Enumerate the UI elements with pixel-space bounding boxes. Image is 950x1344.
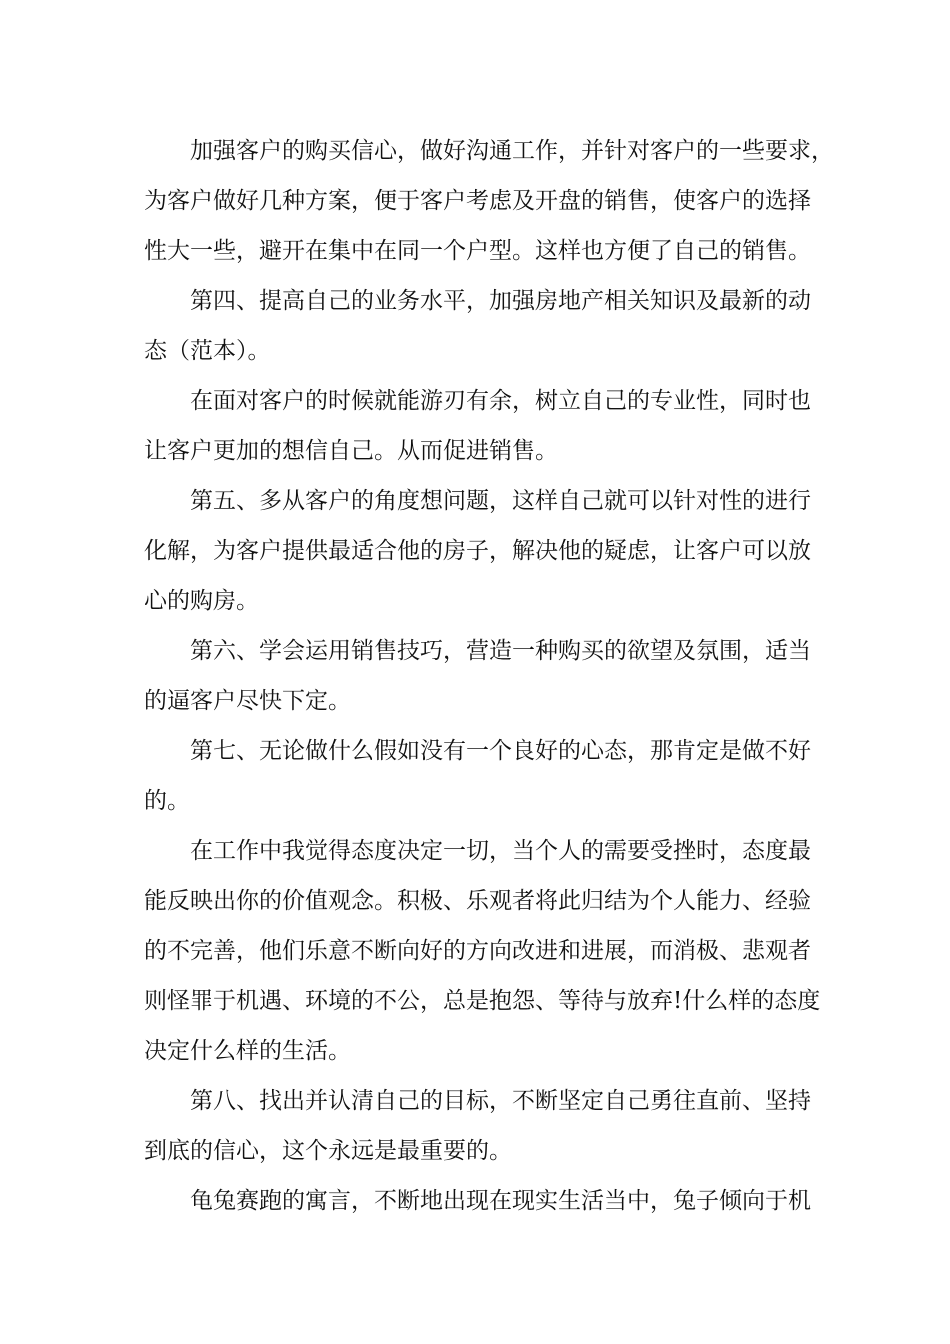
paragraph-point-seven <box>144 726 810 826</box>
text-line: 决定什么样的生活。 <box>144 1038 351 1064</box>
paragraph-fable <box>144 1176 810 1226</box>
text-line: 第四、提高自己的业务水平，加强房地产相关知识及最新的动 <box>190 288 811 314</box>
text-line: 让客户更加的想信自己。从而促进销售。 <box>144 438 558 464</box>
paragraph-point-eight <box>144 1076 810 1176</box>
text-line: 龟兔赛跑的寓言，不断地出现在现实生活当中，兔子倾向于机 <box>190 1188 811 1214</box>
text-line: 能反映出你的价值观念。积极、乐观者将此归结为个人能力、经验 <box>144 888 811 914</box>
text-line: 则怪罪于机遇、环境的不公，总是抱怨、等待与放弃!什么样的态度 <box>144 988 821 1014</box>
text-line: 第六、学会运用销售技巧，营造一种购买的欲望及氛围，适当 <box>190 638 811 664</box>
document-body <box>144 126 834 1226</box>
paragraph-customer-confidence <box>144 126 834 276</box>
text-line: 的逼客户尽快下定。 <box>144 688 351 714</box>
text-line: 的不完善，他们乐意不断向好的方向改进和进展，而消极、悲观者 <box>144 938 811 964</box>
paragraph-professionalism <box>144 376 810 476</box>
text-line: 第七、无论做什么假如没有一个良好的心态，那肯定是做不好 <box>190 738 811 764</box>
text-line: 在面对客户的时候就能游刃有余，树立自己的专业性，同时也 <box>190 388 811 414</box>
paragraph-point-six <box>144 626 810 726</box>
text-line: 为客户做好几种方案，便于客户考虑及开盘的销售，使客户的选择 <box>144 188 811 214</box>
text-line: 加强客户的购买信心，做好沟通工作，并针对客户的一些要求， <box>190 138 834 164</box>
text-line: 化解，为客户提供最适合他的房子，解决他的疑虑，让客户可以放 <box>144 538 811 564</box>
paragraph-point-four <box>144 276 810 376</box>
text-line: 到底的信心，这个永远是最重要的。 <box>144 1138 512 1164</box>
paragraph-attitude <box>144 826 821 1076</box>
text-line: 的。 <box>144 788 190 814</box>
text-line: 第八、找出并认清自己的目标，不断坚定自己勇往直前、坚持 <box>190 1088 811 1114</box>
text-line: 心的购房。 <box>144 588 259 614</box>
text-line: 在工作中我觉得态度决定一切，当个人的需要受挫时，态度最 <box>190 838 811 864</box>
text-line: 性大一些，避开在集中在同一个户型。这样也方便了自己的销售。 <box>144 238 811 264</box>
paragraph-point-five <box>144 476 810 626</box>
text-line: 态（范本）。 <box>144 338 271 364</box>
text-line: 第五、多从客户的角度想问题，这样自己就可以针对性的进行 <box>190 488 811 514</box>
